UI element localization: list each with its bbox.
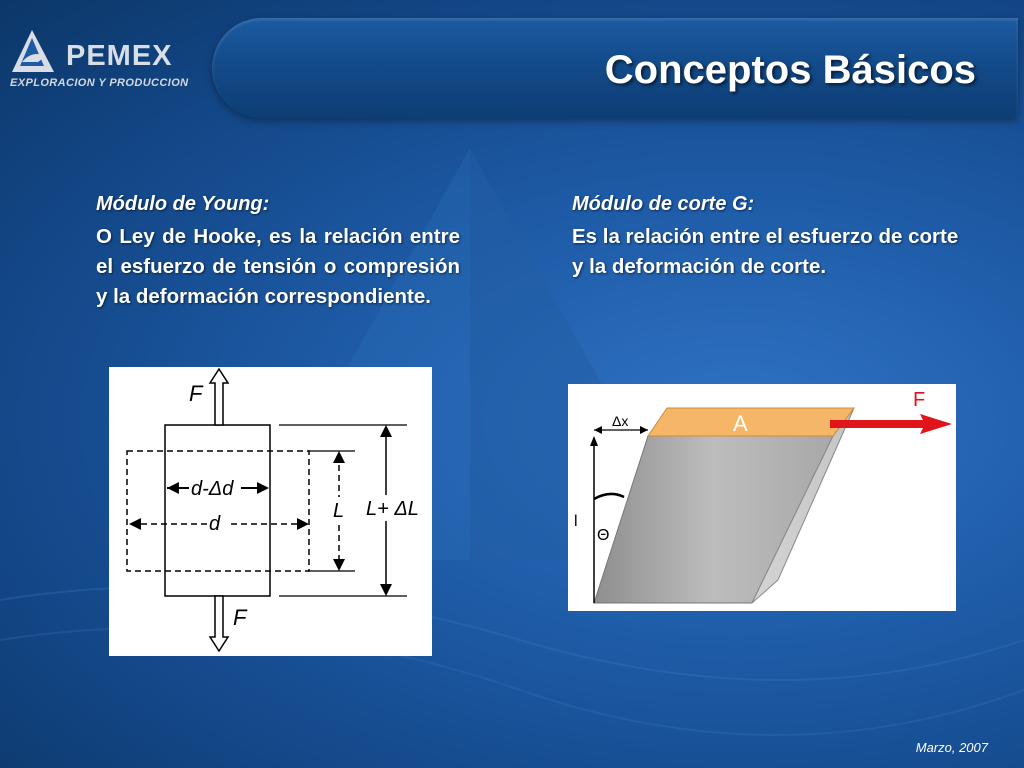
shear-diagram-svg [568, 384, 956, 611]
young-diagram [109, 367, 432, 656]
arrowhead-up-icon [333, 451, 345, 463]
footer-date: Marzo, 2007 [915, 740, 988, 755]
shear-heading: Módulo de corte G: [572, 193, 755, 215]
young-text: O Ley de Hooke, es la relación entre el esfuerzo de tensión o compresión y la deformación correspondiente. [96, 225, 460, 308]
reduced-width-label: d-Δd [191, 478, 234, 500]
arrowhead-left-icon [167, 482, 179, 494]
arrowhead-down-icon [333, 559, 345, 571]
arrowhead-right-icon [297, 518, 309, 530]
young-heading: Módulo de Young: [96, 193, 270, 215]
angle-label: Θ [597, 527, 610, 544]
logo-subtitle: EXPLORACION Y PRODUCCION [10, 77, 189, 89]
width-label: d [209, 513, 221, 535]
force-label: F [913, 389, 926, 411]
shear-top-face [648, 408, 854, 436]
slide-title: Conceptos Básicos [604, 48, 976, 92]
logo-brand: PEMEX [66, 40, 173, 72]
arrowhead-left-icon [129, 518, 141, 530]
force-arrow-up-icon [210, 369, 228, 425]
young-diagram-svg [109, 367, 432, 656]
extended-length-label: L+ ΔL [366, 498, 419, 520]
dx-label: Δx [612, 413, 629, 429]
arrowhead-right-icon [257, 482, 269, 494]
shear-diagram [568, 384, 956, 611]
arrowhead-down-icon [380, 584, 392, 596]
height-label: l [574, 513, 578, 530]
area-label: A [733, 411, 748, 436]
force-arrow-down-icon [210, 596, 228, 651]
shear-text: Es la relación entre el esfuerzo de corte y la deformación de corte. [572, 225, 959, 278]
arrowhead-up-icon [380, 425, 392, 437]
length-label: L [333, 500, 345, 522]
angle-arc [594, 494, 624, 499]
force-bottom-label: F [233, 605, 247, 630]
force-top-label: F [189, 381, 203, 406]
